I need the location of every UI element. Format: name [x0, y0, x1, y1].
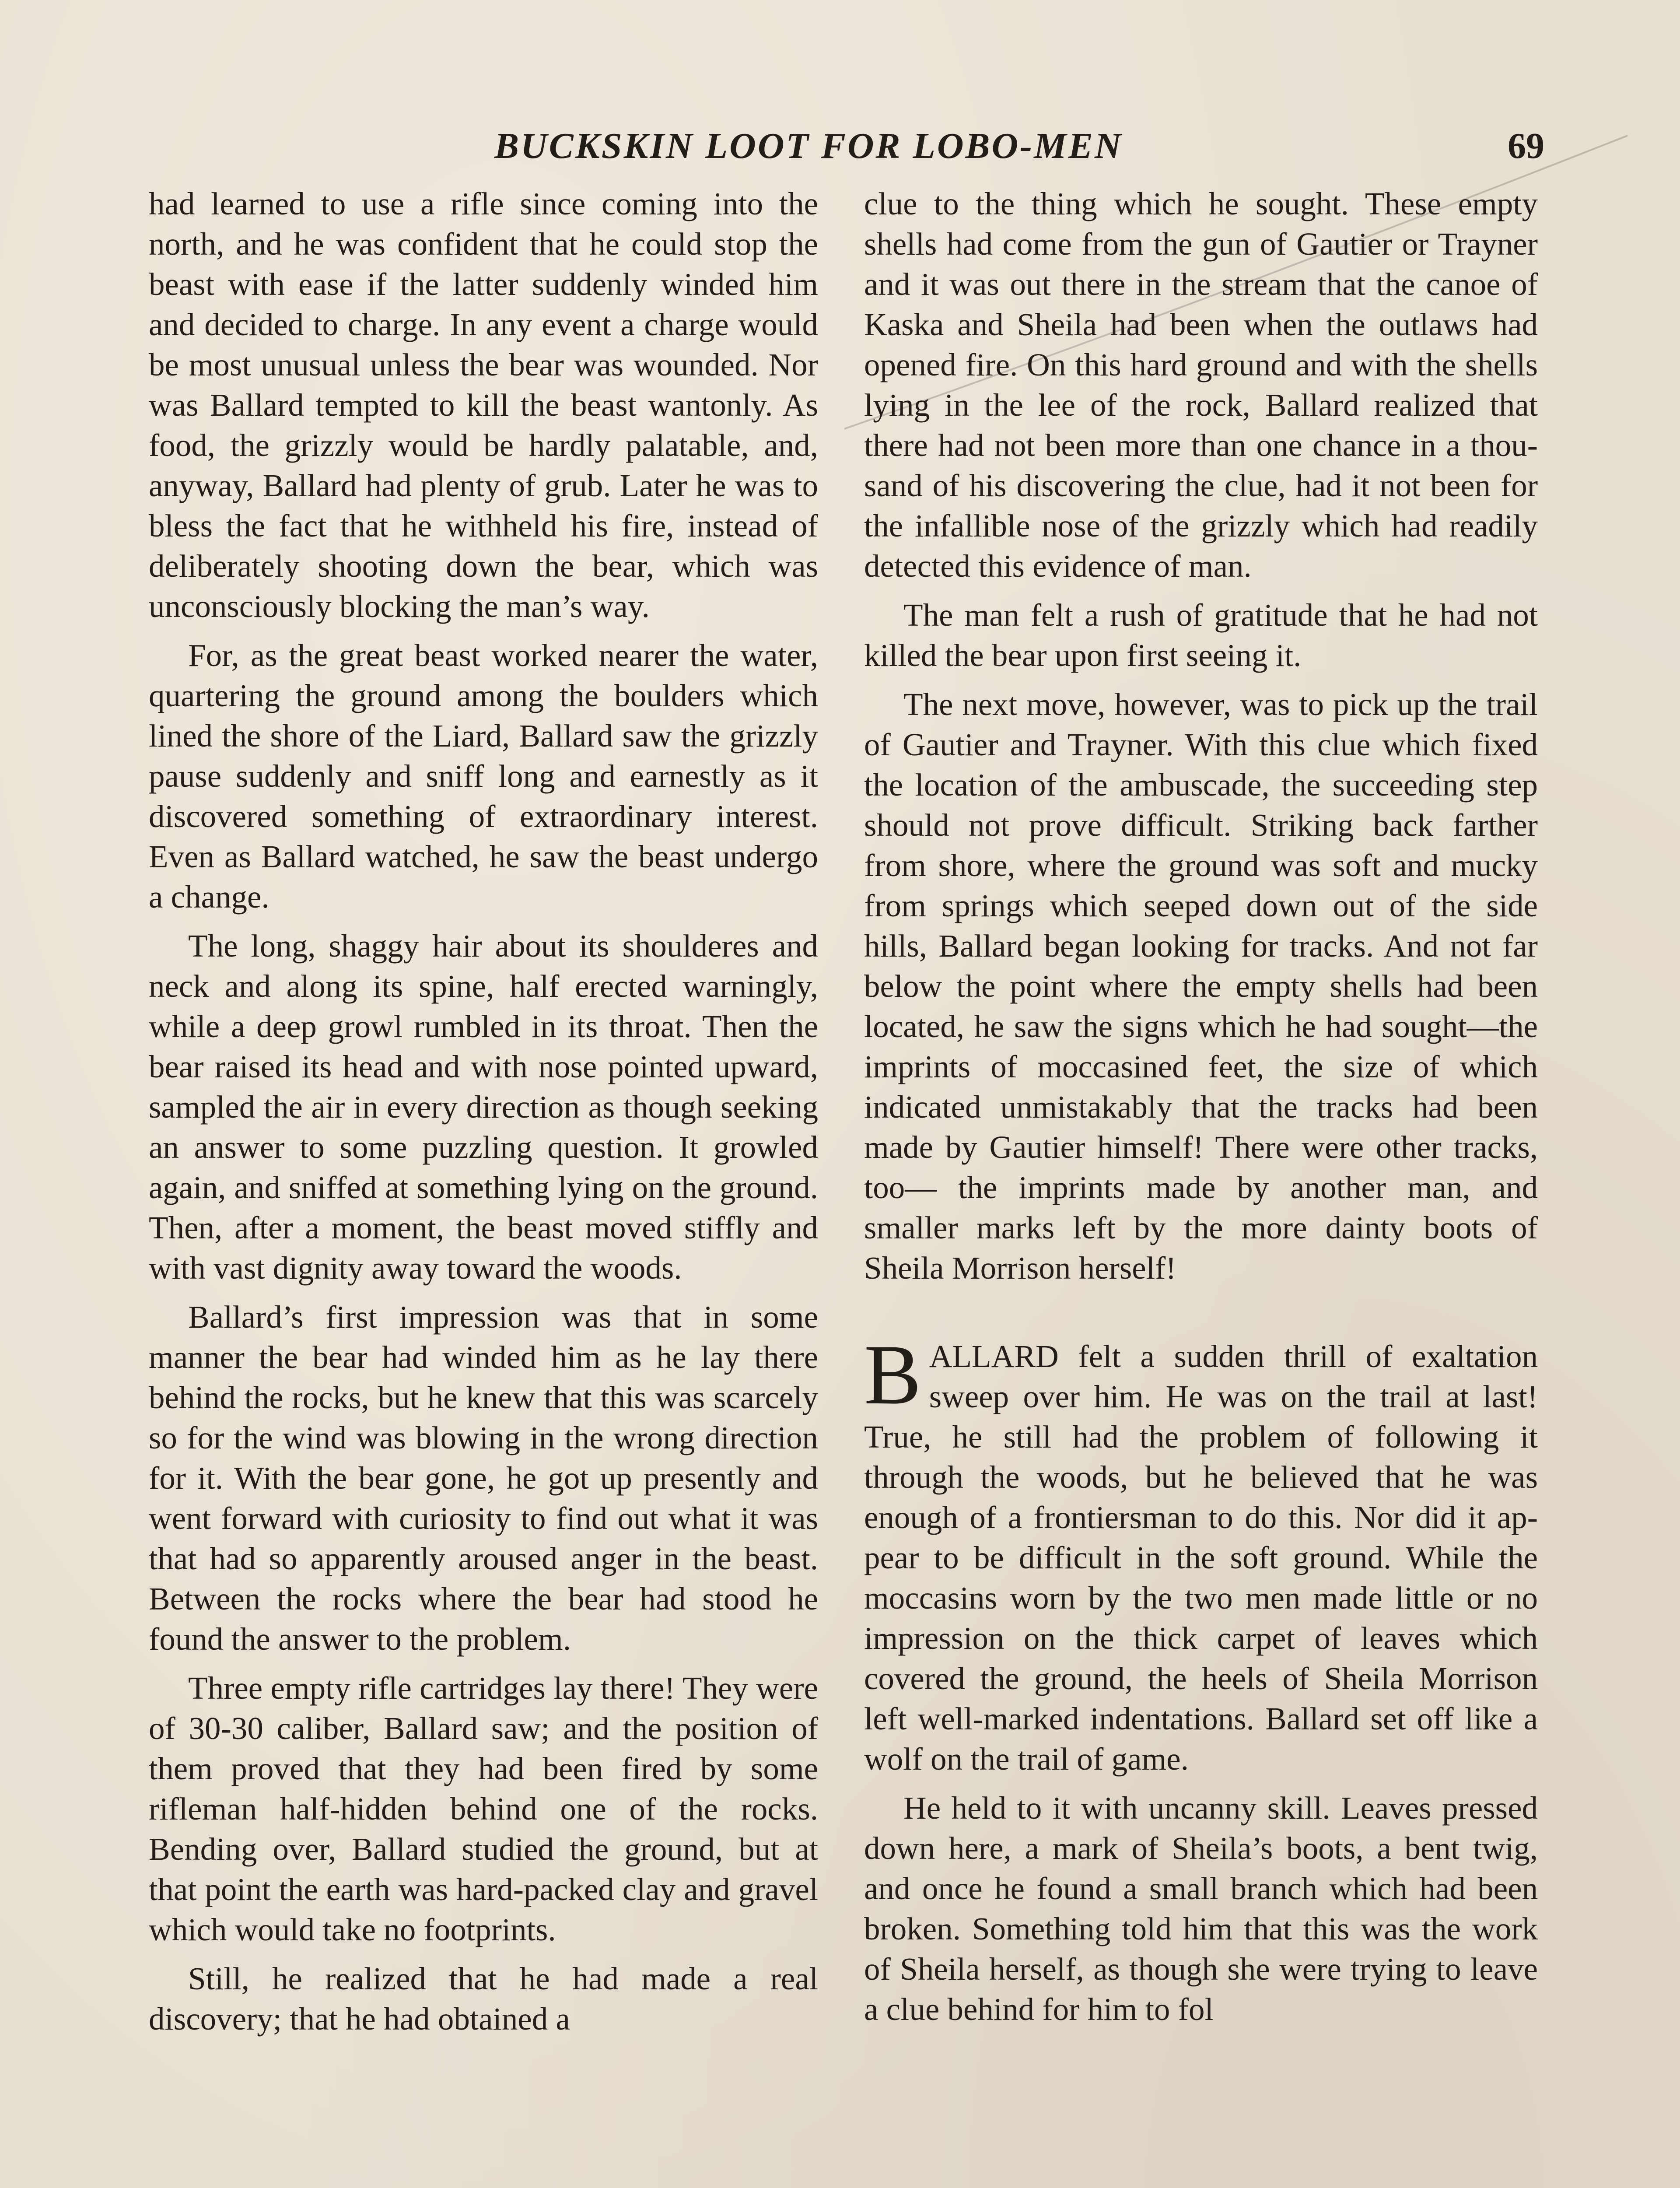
page-number: 69 [1508, 126, 1544, 166]
left-column [149, 184, 818, 2048]
paragraph: He held to it with uncanny skill. Leaves pressed down here, a mark of Sheila’s boots, a bent twig, and once he found a small branch which had been broken. Something told him that this was the work of Sheila herself, as though she were trying to leave a clue behind for him to fol [864, 1790, 1538, 2027]
paragraph: The man felt a rush of gratitude that he had not killed the bear upon first seeing it. [864, 597, 1538, 673]
paragraph: Ballard’s first impression was that in some manner the bear had winded him as he lay there behind the rocks, but he knew that this was scarcely so for the wind was blowing in the wrong direction for it. With the bear gone, he got up presently and went forward with curiosity to find out what it was that had so apparently aroused anger in the beast. Between the rocks where the bear had stood he found the answer to the problem. [149, 1299, 818, 1657]
drop-cap: B [864, 1327, 921, 1422]
page-header [149, 125, 1544, 177]
paragraph: clue to the thing which he sought. These empty shells had come from the gun of Gautier or Trayner and it was out there in the stream that the canoe of Kaska and Sheila had been when the outlaws had opened fire. On this hard ground and with the shells lying in the lee of the rock, Ballard realized that there had not been more than one chance in a thousand of his discovering the clue, had it not been for the infallible nose of the grizzly which had readily detected this evidence of man. [864, 186, 1538, 584]
paragraph: The next move, however, was to pick up the trail of Gautier and Trayner. With this clue which fixed the location of the ambuscade, the succeeding step should not prove difficult. Striking back farther from shore, where the ground was soft and mucky from springs which seeped down out of the side hills, Ballard began looking for tracks. And not far below the point where the empty shells had been located, he saw the signs which he had sought—the imprints of moccasined feet, the size of which indicated unmistakably that the tracks had been made by Gautier himself! There were other tracks, too— the imprints made by another man, and smaller marks left by the more dainty boots of Sheila Morrison herself! [864, 687, 1538, 1286]
section-opening-text: ALLARD felt a sudden thrill of exaltation sweep over him. He was on the trail at last! True, he still had the problem of following it through the woods, but he believed that he was enough of a frontiersman to do this. Nor did it appear to be difficult in the soft ground. While the moccasins worn by the two men made little or no impression on the thick carpet of leaves which covered the ground, the heels of Sheila Morrison left well-marked indentations. Ballard set off like a wolf on the trail of game. [864, 1339, 1538, 1777]
running-title: BUCKSKIN LOOT FOR LOBO-MEN [494, 126, 1123, 166]
paragraph: Three empty rifle cartridges lay there! They were of 30-30 caliber, Ballard saw; and the position of them proved that they had been fired by some rifleman half-hidden behind one of the rocks. Bending over, Ballard studied the ground, but at that point the earth was hard-packed clay and gravel which would take no footprints. [149, 1670, 818, 1947]
paragraph: For, as the great beast worked nearer the water, quartering the ground among the boulders which lined the shore of the Liard, Ballard saw the grizzly pause suddenly and sniff long and earnestly as it discovered something of extraordinary interest. Even as Ballard watched, he saw the beast undergo a change. [149, 638, 818, 915]
section-opening-paragraph [864, 1327, 1538, 1779]
paragraph: Still, he realized that he had made a real discovery; that he had obtained a [149, 1961, 818, 2037]
paragraph: The long, shaggy hair about its shoulderes and neck and along its spine, half erected warningly, while a deep growl rumbled in its throat. Then the bear raised its head and with nose pointed upward, sampled the air in every direction as though seeking an answer to some puzzling question. It growled again, and sniffed at something lying on the ground. Then, after a moment, the beast moved stiffly and with vast dignity away toward the woods. [149, 928, 818, 1286]
right-column [864, 184, 1538, 2038]
paragraph: had learned to use a rifle since coming into the north, and he was confident that he could stop the beast with ease if the latter suddenly winded him and decided to charge. In any event a charge would be most unusual unless the bear was wounded. Nor was Ballard tempted to kill the beast wantonly. As food, the grizzly would be hardly palatable, and, anyway, Ballard had plenty of grub. Later he was to bless the fact that he withheld his fire, instead of deliberately shooting down the bear, which was unconsciously blocking the man’s way. [149, 186, 818, 624]
